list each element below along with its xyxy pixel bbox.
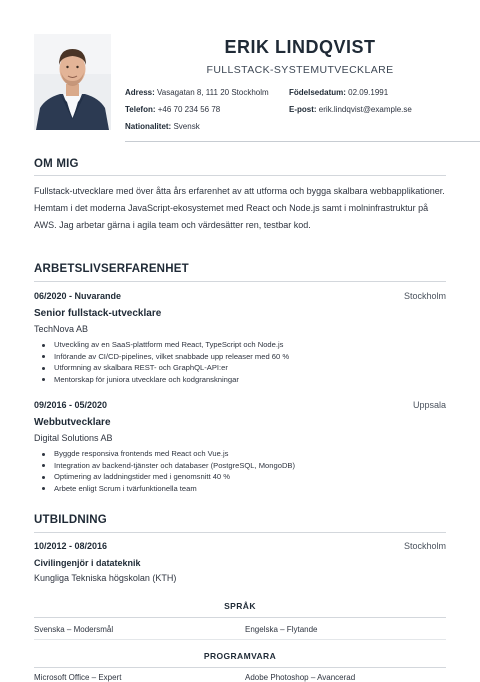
languages-heading: SPRÅK <box>224 601 256 611</box>
job-location: Uppsala <box>412 400 446 410</box>
software-item: Adobe Photoshop – Avancerad <box>245 673 356 682</box>
address-value: Vasagatan 8, 111 20 Stockholm <box>157 88 269 97</box>
languages-bottom-divider <box>34 639 446 640</box>
education-divider <box>34 532 446 533</box>
list-item: Mentorskap för juniora utvecklare och kodgranskningar <box>54 374 446 386</box>
address-label: Adress: <box>125 88 155 97</box>
list-item: Införande av CI/CD-pipelines, vilket snabbade upp releaser med 60 % <box>54 351 446 363</box>
job-bullet-list <box>34 448 446 494</box>
job-company: TechNova AB <box>34 324 89 334</box>
nationality-value: Svensk <box>173 122 200 131</box>
phone-info <box>125 105 220 114</box>
software-heading: PROGRAMVARA <box>203 651 277 661</box>
header-divider <box>125 141 480 142</box>
list-item: Integration av backend-tjänster och databaser (PostgreSQL, MongoDB) <box>54 460 446 472</box>
education-location: Stockholm <box>403 541 446 551</box>
about-heading: OM MIG <box>34 158 79 170</box>
experience-divider <box>34 281 446 282</box>
language-item: Svenska – Modersmål <box>34 625 114 634</box>
phone-value: +46 70 234 56 78 <box>157 105 221 114</box>
profile-photo-illustration <box>34 34 111 130</box>
about-divider <box>34 175 446 176</box>
email-label: E-post: <box>289 105 317 114</box>
software-item: Microsoft Office – Expert <box>34 673 122 682</box>
job-company: Digital Solutions AB <box>34 433 113 443</box>
job-role: Webbutvecklare <box>34 417 111 428</box>
birth-value: 02.09.1991 <box>348 88 389 97</box>
address-info <box>125 88 269 97</box>
profile-photo <box>34 34 111 130</box>
phone-label: Telefon: <box>125 105 156 114</box>
languages-divider <box>34 617 446 618</box>
job-title: FULLSTACK-SYSTEMUTVECKLARE <box>206 64 394 76</box>
education-dates: 10/2012 - 08/2016 <box>34 541 108 551</box>
education-heading: UTBILDNING <box>34 514 107 526</box>
language-item: Engelska – Flytande <box>245 625 318 634</box>
list-item: Byggde responsiva frontends med React och Vue.js <box>54 448 446 460</box>
person-name: ERIK LINDQVIST <box>224 37 376 57</box>
experience-heading: ARBETSLIVSERFARENHET <box>34 263 189 275</box>
job-role: Senior fullstack-utvecklare <box>34 308 162 319</box>
about-text: Fullstack-utvecklare med över åtta års erfarenhet av att utforma och bygga skalbara webbapplikationer. Hemtam i det moderna JavaScript-ekosystemet med React och Node.js samt i molninfrastruktur på AWS. Jag arbetar gärna i agila team och värdesätter ren, testbar kod. <box>34 186 445 230</box>
education-degree: Civilingenjör i datateknik <box>34 558 141 568</box>
job-dates: 06/2020 - Nuvarande <box>34 291 122 301</box>
list-item: Arbete enligt Scrum i tvärfunktionella team <box>54 483 446 495</box>
job-location: Stockholm <box>403 291 446 301</box>
job-bullet-list <box>34 339 446 385</box>
education-school: Kungliga Tekniska högskolan (KTH) <box>34 573 177 583</box>
email-info <box>289 105 412 114</box>
email-value[interactable]: erik.lindqvist@example.se <box>318 105 412 114</box>
software-divider <box>34 667 446 668</box>
nationality-label: Nationalitet: <box>125 122 172 131</box>
list-item: Utformning av skalbara REST- och GraphQL-API:er <box>54 362 446 374</box>
list-item: Utveckling av en SaaS-plattform med React, TypeScript och Node.js <box>54 339 446 351</box>
birth-info <box>289 88 388 97</box>
list-item: Optimering av laddningstider med i genomsnitt 40 % <box>54 471 446 483</box>
cv-header <box>34 34 446 144</box>
job-dates: 09/2016 - 05/2020 <box>34 400 108 410</box>
birth-label: Födelsedatum: <box>289 88 346 97</box>
nationality-info <box>125 122 200 131</box>
